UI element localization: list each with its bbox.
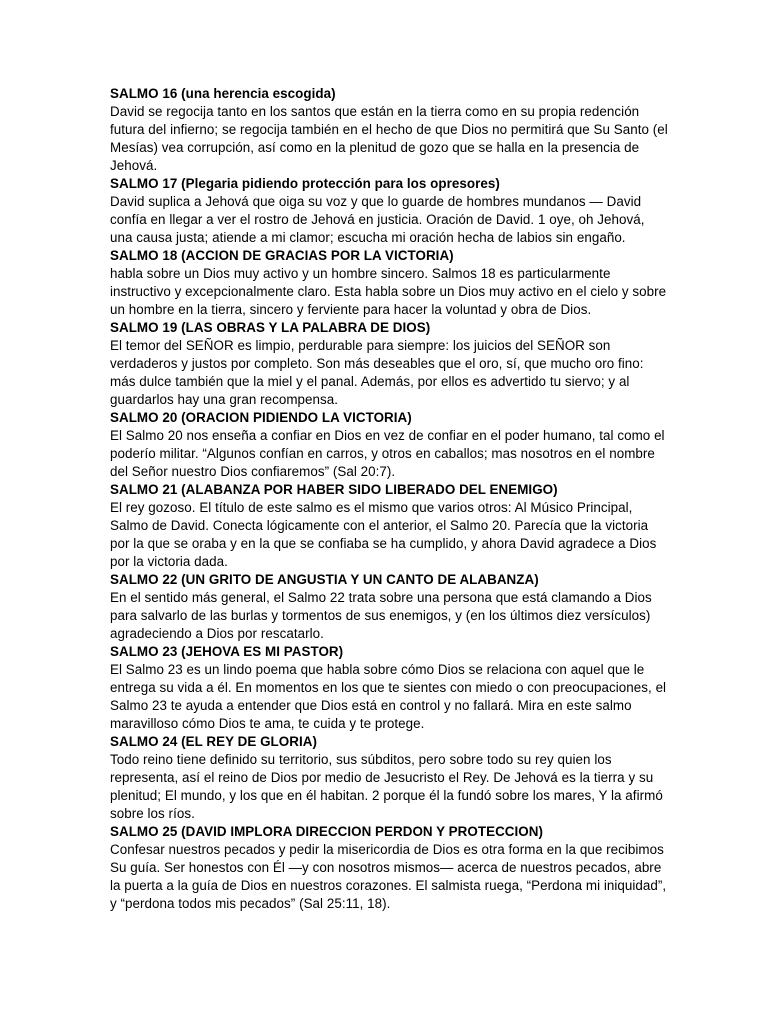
psalm-23-section (110, 643, 670, 733)
psalm-16-heading: SALMO 16 (una herencia escogida) (110, 86, 336, 101)
psalm-22-text: En el sentido más general, el Salmo 22 trata sobre una persona que está clamando a Dios para salvarlo de las burlas y tormentos de sus enemigos, y (en los últimos diez versículos) agradeciendo a Dios por rescatarlo. (110, 590, 652, 641)
psalm-20-heading: SALMO 20 (ORACION PIDIENDO LA VICTORIA) (110, 410, 412, 425)
psalm-24-section (110, 733, 670, 823)
psalm-21-section (110, 481, 670, 571)
psalm-16-section (110, 85, 670, 175)
psalm-23-heading: SALMO 23 (JEHOVA ES MI PASTOR) (110, 644, 344, 659)
psalm-21-heading: SALMO 21 (ALABANZA POR HABER SIDO LIBERADO DEL ENEMIGO) (110, 482, 558, 497)
psalm-22-section (110, 571, 670, 643)
psalm-16-text: David se regocija tanto en los santos que están en la tierra como en su propia redención futura del infierno; se regocija también en el hecho de que Dios no permitirá que Su Santo (el Mesías) vea corrupción, así como en la plenitud de gozo que se halla en la presencia de Jehová. (110, 104, 668, 173)
document-page (110, 85, 670, 913)
psalm-25-text: Confesar nuestros pecados y pedir la misericordia de Dios es otra forma en la que recibimos Su guía. Ser honestos con Él —y con nosotros mismos— acerca de nuestros pecados, abre la puerta a la guía de Dios en nuestros corazones. El salmista ruega, “Perdona mi iniquidad”, y “perdona todos mis pecados” (Sal 25:11, 18). (110, 842, 667, 911)
psalm-19-text: El temor del SEÑOR es limpio, perdurable para siempre: los juicios del SEÑOR son verdaderos y justos por completo. Son más deseables que el oro, sí, que mucho oro fino: más dulce también que la miel y el panal. Además, por ellos es advertido tu siervo; y al guardarlos hay una gran recompensa. (110, 338, 644, 407)
psalm-23-text: El Salmo 23 es un lindo poema que habla sobre cómo Dios se relaciona con aquel que le entrega su vida a él. En momentos en los que te sientes con miedo o con preocupaciones, el Salmo 23 te ayuda a entender que Dios está en control y no fallará. Mira en este salmo maravilloso cómo Dios te ama, te cuida y te protege. (110, 662, 667, 731)
psalm-24-text: Todo reino tiene definido su territorio, sus súbditos, pero sobre todo su rey quien los representa, así el reino de Dios por medio de Jesucristo el Rey. De Jehová es la tierra y su plenitud; El mundo, y los que en él habitan. 2 porque él la fundó sobre los mares, Y la afirmó sobre los ríos. (110, 752, 663, 821)
psalm-18-heading: SALMO 18 (ACCION DE GRACIAS POR LA VICTORIA) (110, 248, 454, 263)
psalm-20-section (110, 409, 670, 481)
psalm-24-heading: SALMO 24 (EL REY DE GLORIA) (110, 734, 317, 749)
psalm-17-section (110, 175, 670, 247)
psalm-17-heading: SALMO 17 (Plegaria pidiendo protección para los opresores) (110, 176, 500, 191)
psalm-22-heading: SALMO 22 (UN GRITO DE ANGUSTIA Y UN CANTO DE ALABANZA) (110, 572, 539, 587)
psalm-21-text: El rey gozoso. El título de este salmo es el mismo que varios otros: Al Músico Principal, Salmo de David. Conecta lógicamente con el anterior, el Salmo 20. Parecía que la victoria por la que se oraba y en la que se confiaba se ha cumplido, y ahora David agradece a Dios por la victoria dada. (110, 500, 657, 569)
psalm-19-heading: SALMO 19 (LAS OBRAS Y LA PALABRA DE DIOS) (110, 320, 431, 335)
psalm-20-text: El Salmo 20 nos enseña a confiar en Dios en vez de confiar en el poder humano, tal como el poderío militar. “Algunos confían en carros, y otros en caballos; mas nosotros en el nombre del Señor nuestro Dios confiaremos” (Sal 20:7). (110, 428, 665, 479)
psalm-18-section (110, 247, 670, 319)
psalm-25-heading: SALMO 25 (DAVID IMPLORA DIRECCION PERDON Y PROTECCION) (110, 824, 543, 839)
psalm-25-section (110, 823, 670, 913)
psalm-19-section (110, 319, 670, 409)
psalm-17-text: David suplica a Jehová que oiga su voz y que lo guarde de hombres mundanos — David confía en llegar a ver el rostro de Jehová en justicia. Oración de David. 1 oye, oh Jehová, una causa justa; atiende a mi clamor; escucha mi oración hecha de labios sin engaño. (110, 194, 645, 245)
psalm-18-text: habla sobre un Dios muy activo y un hombre sincero. Salmos 18 es particularmente instructivo y excepcionalmente claro. Esta habla sobre un Dios muy activo en el cielo y sobre un hombre en la tierra, sincero y ferviente para hacer la voluntad y obra de Dios. (110, 266, 667, 317)
